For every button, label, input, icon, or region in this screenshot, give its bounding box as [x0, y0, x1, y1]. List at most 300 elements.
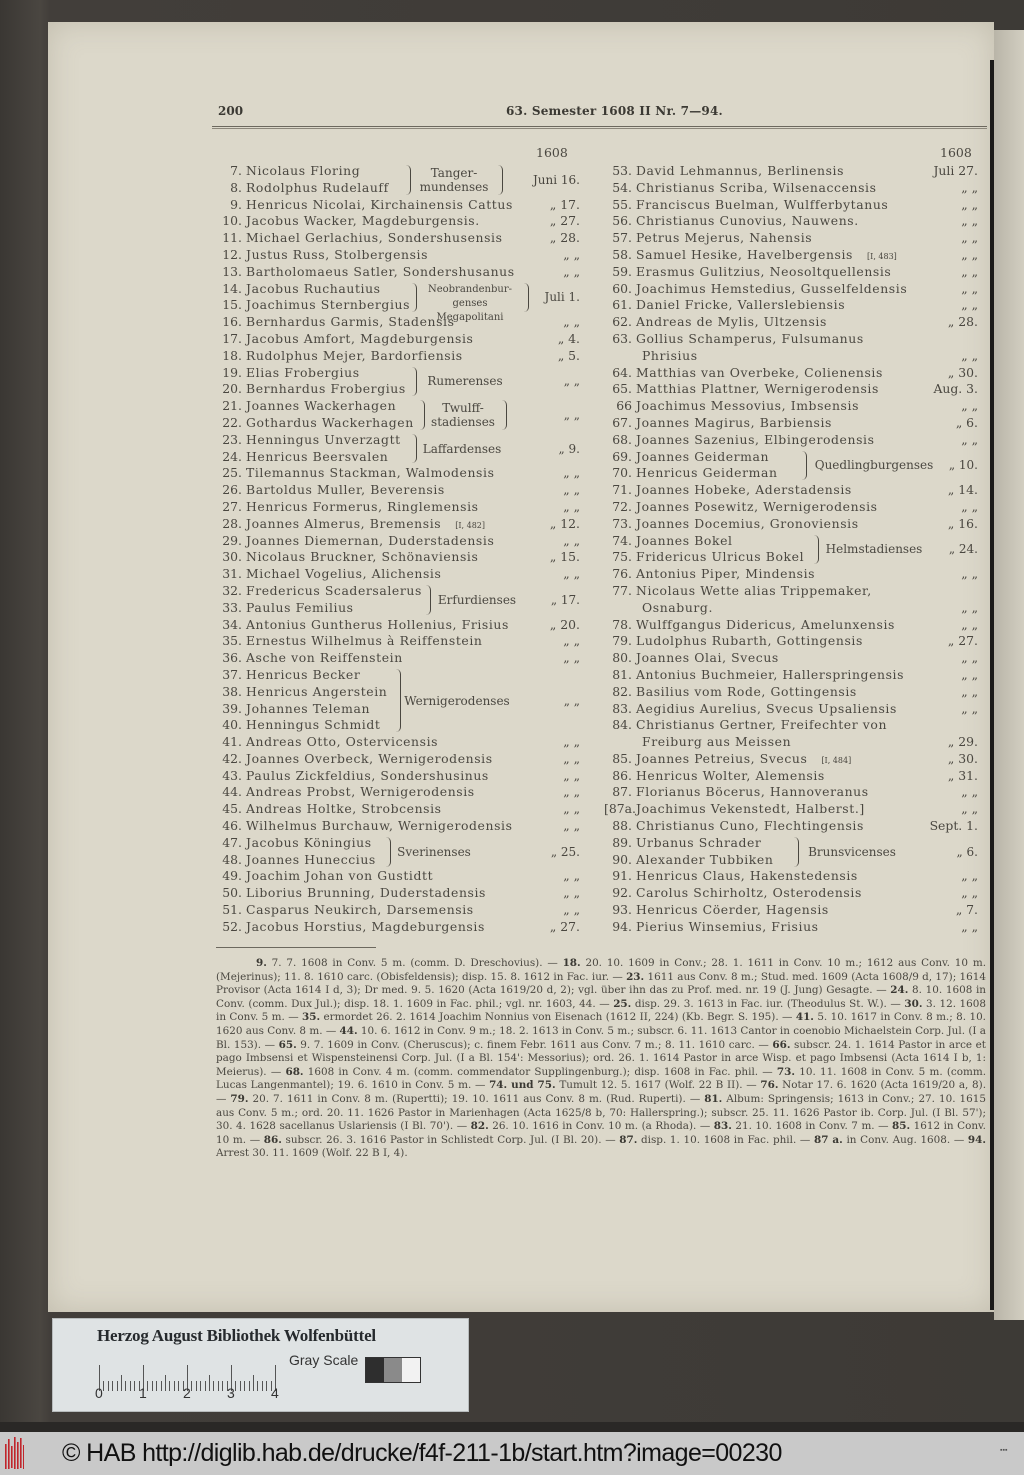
- entry-name: Andreas Holtke, Strobcensis: [246, 801, 442, 817]
- entry-name: Christianus Gertner, Freifechter von: [636, 717, 888, 733]
- entry-number: 35.: [222, 633, 242, 649]
- entry-number: 53.: [612, 163, 632, 178]
- group-brace: [418, 400, 425, 430]
- entry-date: Sept. 1.: [929, 818, 978, 834]
- list-item: [604, 415, 984, 432]
- entry-date: „ „: [961, 868, 978, 884]
- list-item: [604, 348, 984, 365]
- list-item: [214, 264, 586, 281]
- entry-date: „ „: [961, 784, 978, 800]
- entry-date: „ „: [563, 482, 580, 498]
- entry-number: 91.: [612, 868, 632, 884]
- group-brace: [384, 837, 391, 867]
- ruler-numbers: [95, 1385, 295, 1403]
- entry-number: 85.: [612, 750, 632, 766]
- group-label-line: Erfurdienses: [437, 592, 517, 607]
- list-item: [604, 331, 984, 348]
- entry-number: 10.: [222, 213, 242, 229]
- list-item: [214, 398, 586, 415]
- entry-number: 72.: [612, 498, 632, 514]
- list-item: [604, 919, 984, 936]
- entry-name: Joannes Olai, Svecus: [636, 650, 779, 666]
- entry-name: Joannes Hobeke, Aderstadensis: [636, 482, 852, 498]
- entry-date: „ „: [961, 431, 978, 447]
- entry-name: Urbanus Schrader: [636, 834, 762, 850]
- entry-number: 36.: [222, 650, 242, 666]
- entry-name: Matthias van Overbeke, Colienensis: [636, 364, 883, 380]
- entry-name: Fredericus Scadersalerus: [246, 582, 422, 598]
- list-item: [214, 885, 586, 902]
- entry-date: „ „: [961, 650, 978, 666]
- entry-name: Tilemannus Stackman, Walmodensis: [246, 465, 495, 481]
- entry-name: Erasmus Gulitzius, Neosoltquellensis: [636, 263, 892, 279]
- entry-name: Jacobus Ruchautius: [246, 280, 381, 296]
- group-brace: [800, 451, 807, 481]
- group-label: [434, 593, 520, 607]
- running-title: 63. Semester 1608 II Nr. 7—94.: [506, 104, 723, 118]
- entry-name: Daniel Fricke, Vallerslebiensis: [636, 297, 846, 313]
- year-heading: 1608: [536, 145, 568, 160]
- entry-date: „ „: [961, 599, 978, 615]
- entry-date: „ „: [961, 263, 978, 279]
- list-item: [214, 902, 586, 919]
- entry-date: „ 27.: [549, 918, 580, 934]
- entry-name: Ernestus Wilhelmus à Reiffenstein: [246, 633, 483, 649]
- footnote-number: 82.: [470, 1120, 489, 1133]
- entry-name: Christianus Cunovius, Nauwens.: [636, 213, 859, 229]
- entry-reference: [I, 482]: [455, 520, 486, 530]
- list-item: [604, 516, 984, 533]
- entry-date: „ „: [961, 347, 978, 363]
- entry-number: 34.: [222, 616, 242, 632]
- entry-date: „ 5.: [557, 347, 580, 363]
- entry-number: 9.: [230, 196, 242, 212]
- list-item: [214, 180, 586, 197]
- entry-number: 41.: [222, 734, 242, 750]
- entry-date: „ 30.: [947, 364, 978, 380]
- entry-number: 44.: [222, 784, 242, 800]
- entry-name: Phrisius: [642, 347, 698, 363]
- entry-date: „ „: [961, 398, 978, 414]
- entry-date: „ 27.: [947, 633, 978, 649]
- entry-date: „ „: [961, 213, 978, 229]
- entry-number: 42.: [222, 750, 242, 766]
- entry-name: Andreas Otto, Ostervicensis: [246, 734, 439, 750]
- entry-name: Henricus Wolter, Alemensis: [636, 767, 825, 783]
- footnote-number: 44.: [339, 1024, 358, 1037]
- list-item: [604, 197, 984, 214]
- list-item: [214, 281, 586, 298]
- entry-number: 68.: [612, 431, 632, 447]
- entry-name: Ludolphus Rubarth, Gottingensis: [636, 633, 863, 649]
- list-item: [214, 751, 586, 768]
- group-date: Juli 1.: [544, 290, 580, 305]
- entry-number: 55.: [612, 196, 632, 212]
- list-item: [214, 650, 586, 667]
- group-date: „ 6.: [956, 844, 978, 859]
- entry-date: „ „: [563, 801, 580, 817]
- entry-number: 94.: [612, 918, 632, 934]
- entry-number: 16.: [222, 314, 242, 330]
- group-label: [802, 845, 902, 859]
- list-item: [214, 365, 586, 382]
- entry-number: 71.: [612, 482, 632, 498]
- footnote-number: 18.: [562, 957, 581, 969]
- list-item: [604, 499, 984, 516]
- gray-patch: [366, 1358, 384, 1382]
- list-item: [214, 197, 586, 214]
- entry-date: „ „: [563, 784, 580, 800]
- list-item: [604, 314, 984, 331]
- entry-date: „ „: [563, 263, 580, 279]
- entry-number: 27.: [222, 498, 242, 514]
- entry-number: 37.: [222, 666, 242, 682]
- group-label-line: Laffardenses: [422, 441, 502, 456]
- entry-name: Joannes Almerus, Bremensis: [246, 515, 442, 531]
- list-item: [214, 348, 586, 365]
- entry-date: „ „: [961, 885, 978, 901]
- entry-name: Joachimus Hemstedius, Gusselfeldensis: [636, 280, 908, 296]
- group-brace: [394, 669, 401, 732]
- entry-name: Henricus Claus, Hakenstedensis: [636, 868, 858, 884]
- list-item: [214, 549, 586, 566]
- entry-date: „ 31.: [947, 767, 978, 783]
- entry-name: Rodolphus Rudelauff: [246, 179, 389, 195]
- list-item: [604, 751, 984, 768]
- entry-name: Antonius Guntherus Hollenius, Frisius: [246, 616, 509, 632]
- entry-number: 26.: [222, 482, 242, 498]
- entry-date: „ 27.: [549, 213, 580, 229]
- list-item: [214, 314, 586, 331]
- entry-name: Antonius Buchmeier, Hallerspringensis: [636, 666, 905, 682]
- group-brace: [522, 283, 529, 313]
- entry-date: „ „: [563, 532, 580, 548]
- entry-name: Petrus Mejerus, Nahensis: [636, 230, 813, 246]
- entry-name: Henricus Geiderman: [636, 465, 778, 481]
- entry-name: Joannes Magirus, Barbiensis: [636, 414, 833, 430]
- list-item: [214, 247, 586, 264]
- entry-name: Pierius Winsemius, Frisius: [636, 918, 819, 934]
- footnote-number: 87.: [619, 1133, 638, 1146]
- entry-name: Casparus Neukirch, Darsemensis: [246, 902, 474, 918]
- list-item: [214, 213, 586, 230]
- list-item: [604, 667, 984, 684]
- entry-name: Jacobus Wacker, Magdeburgensis.: [246, 213, 480, 229]
- group-label-line: Sverinenses: [397, 844, 471, 859]
- footnote-number: 30.: [904, 997, 923, 1010]
- library-name: Herzog August Bibliothek Wolfenbüttel: [97, 1326, 376, 1345]
- entry-number: 38.: [222, 683, 242, 699]
- list-item: [604, 868, 984, 885]
- entry-list: [604, 163, 984, 936]
- entry-name: Joannes Wackerhagen: [246, 398, 397, 414]
- entry-name: Gollius Schamperus, Fulsumanus: [636, 330, 864, 346]
- entry-number: 56.: [612, 213, 632, 229]
- entry-number: 14.: [222, 280, 242, 296]
- entry-date: „ „: [961, 801, 978, 817]
- list-item: [214, 600, 586, 617]
- entry-name: Joannes Sazenius, Elbingerodensis: [636, 431, 875, 447]
- header-rule: [212, 126, 987, 129]
- list-item: [214, 784, 586, 801]
- list-item: [604, 365, 984, 382]
- list-item: [214, 230, 586, 247]
- entry-date: „ „: [961, 498, 978, 514]
- entry-date: „ „: [961, 566, 978, 582]
- list-item: [604, 213, 984, 230]
- entry-name: Gothardus Wackerhagen: [246, 414, 414, 430]
- list-item: [214, 465, 586, 482]
- list-item: [214, 432, 586, 449]
- entry-date: „ „: [961, 246, 978, 262]
- entry-date: „ „: [563, 246, 580, 262]
- entry-date: „ 16.: [947, 515, 978, 531]
- entry-name: Joannes Diemernan, Duderstadensis: [246, 532, 495, 548]
- entry-date: „ „: [563, 498, 580, 514]
- entry-number: 30.: [222, 549, 242, 565]
- entry-name: Nicolaus Wette alias Trippemaker,: [636, 582, 872, 598]
- list-item: [214, 381, 586, 398]
- group-label-line: Brunsvicenses: [808, 844, 896, 859]
- list-item: [604, 264, 984, 281]
- entry-number: 33.: [222, 599, 242, 615]
- entry-number: 29.: [222, 532, 242, 548]
- entry-number: 54.: [612, 179, 632, 195]
- list-item: [604, 482, 984, 499]
- group-label-line: mundenses: [419, 179, 489, 194]
- group-label-line: Helmstadienses: [825, 542, 923, 557]
- entry-number: 93.: [612, 902, 632, 918]
- list-item: [604, 398, 984, 415]
- entry-name: Henricus Beersvalen: [246, 448, 389, 464]
- entry-name: Joachimus Sternbergius: [246, 297, 411, 313]
- list-item: [214, 633, 586, 650]
- list-item: [604, 281, 984, 298]
- entry-name: Rudolphus Mejer, Bardorfiensis: [246, 347, 463, 363]
- group-label: [420, 374, 510, 388]
- entry-name: Michael Vogelius, Alichensis: [246, 566, 442, 582]
- entry-date: „ „: [563, 734, 580, 750]
- entry-number: 87.: [612, 784, 632, 800]
- group-date: „ 17.: [550, 592, 580, 607]
- entry-date: „ „: [563, 750, 580, 766]
- list-item: [214, 331, 586, 348]
- entry-date: „ 28.: [947, 314, 978, 330]
- list-item: [604, 734, 984, 751]
- entry-name: Joannes Docemius, Gronoviensis: [636, 515, 859, 531]
- entry-number: 67.: [612, 414, 632, 430]
- entry-name: Joannes Posewitz, Wernigerodensis: [636, 498, 878, 514]
- copyright-link[interactable]: © HAB http://diglib.hab.de/drucke/f4f-211-1b/start.htm?image=00230: [62, 1439, 782, 1467]
- list-item: [604, 784, 984, 801]
- entry-date: „ „: [961, 297, 978, 313]
- entry-number: 19.: [222, 364, 242, 380]
- entry-number: 52.: [222, 918, 242, 934]
- entry-number: 74.: [612, 532, 632, 548]
- entry-number: 90.: [612, 851, 632, 867]
- entry-date: „ „: [961, 179, 978, 195]
- list-item: [604, 801, 984, 818]
- entry-number: 92.: [612, 885, 632, 901]
- entry-number: 40.: [222, 717, 242, 733]
- entry-date: „ „: [961, 918, 978, 934]
- entry-reference: [I, 483]: [867, 251, 897, 261]
- entry-name: Joachimus Vekenstedt, Halberst.]: [636, 801, 865, 817]
- entry-name: Aegidius Aurelius, Svecus Upsaliensis: [636, 700, 897, 716]
- entry-number: 88.: [612, 818, 632, 834]
- group-label-line: genses Megapolitani: [436, 298, 504, 324]
- group-label-line: Quedlingburgenses: [814, 458, 934, 473]
- group-brace: [424, 585, 431, 615]
- list-item: [604, 549, 984, 566]
- entry-name: Elias Frobergius: [246, 364, 360, 380]
- footer-bar: [0, 1432, 1024, 1475]
- entry-number: 17.: [222, 330, 242, 346]
- entry-number: 15.: [222, 297, 242, 313]
- entry-number: 49.: [222, 868, 242, 884]
- page-number: 200: [218, 104, 244, 118]
- group-label-line: Rumerenses: [427, 374, 503, 389]
- list-item: [604, 684, 984, 701]
- group-label-line: Twulff-: [442, 401, 484, 415]
- entry-name: Joannes Overbeck, Wernigerodensis: [246, 750, 493, 766]
- list-item: [214, 533, 586, 550]
- group-brace: [496, 165, 503, 195]
- list-item: [214, 801, 586, 818]
- group-label: [428, 401, 498, 429]
- group-date: „ 25.: [550, 844, 580, 859]
- entry-number: 81.: [612, 666, 632, 682]
- group-date: „ 10.: [948, 458, 978, 473]
- footer-mark: ▪▪▪: [1000, 1447, 1008, 1454]
- entry-date: „ „: [563, 314, 580, 330]
- group-date: „ 24.: [948, 542, 978, 557]
- group-date: „ „: [563, 693, 580, 708]
- footnote-number: 81.: [704, 1092, 723, 1105]
- entry-date: „ 7.: [955, 902, 978, 918]
- entry-date: „ „: [961, 700, 978, 716]
- entry-list: [214, 163, 586, 936]
- entry-date: „ 6.: [955, 414, 978, 430]
- list-item: [604, 768, 984, 785]
- entry-name: Henricus Nicolai, Kirchainensis Cattus: [246, 196, 513, 212]
- entry-date: „ „: [563, 818, 580, 834]
- footnotes: [216, 957, 986, 1161]
- list-item: [604, 818, 984, 835]
- entry-date: „ „: [563, 650, 580, 666]
- entry-name: Freiburg aus Meissen: [642, 734, 792, 750]
- entry-date: „ 4.: [557, 330, 580, 346]
- gray-patch: [384, 1358, 402, 1382]
- entry-name: Nicolaus Floring: [246, 163, 361, 178]
- entry-reference: [I, 484]: [821, 755, 852, 765]
- entry-date: „ „: [563, 902, 580, 918]
- list-item: [604, 902, 984, 919]
- entry-name: Carolus Schirholtz, Osterodensis: [636, 885, 862, 901]
- group-label: [822, 542, 926, 556]
- entry-name: Andreas Probst, Wernigerodensis: [246, 784, 475, 800]
- entry-number: 57.: [612, 230, 632, 246]
- group-brace: [410, 283, 417, 313]
- entry-number: 23.: [222, 431, 242, 447]
- gray-patch: [402, 1358, 420, 1382]
- entry-date: „ „: [961, 616, 978, 632]
- list-item: [604, 297, 984, 314]
- entry-name: Matthias Plattner, Wernigerodensis: [636, 381, 879, 397]
- entry-name: Joannes Huneccius: [246, 851, 376, 867]
- entry-number: 47.: [222, 834, 242, 850]
- list-item: [604, 717, 984, 734]
- list-item: [214, 566, 586, 583]
- entry-name: Paulus Zickfeldius, Sondershusinus: [246, 767, 489, 783]
- entry-number: 32.: [222, 582, 242, 598]
- entry-name: Johannes Teleman: [246, 700, 371, 716]
- entry-number: 24.: [222, 448, 242, 464]
- footnote-number: 68.: [285, 1065, 304, 1078]
- entry-name: Michael Gerlachius, Sondershusensis: [246, 230, 503, 246]
- entry-number: 84.: [612, 717, 632, 733]
- footnote-number: 76.: [760, 1079, 779, 1092]
- entry-date: „ „: [961, 196, 978, 212]
- footnote-paragraph: 9. 7. 7. 1608 in Conv. 5 m. (comm. D. Dreschovius). — 18. 20. 10. 1609 in Conv.; 28. 1. 1611 in Conv. 10 m.; 1612 aus Conv. 10 m. (Mejerinus); 11. 8. 1610 carc. (Obisfeldensis); disp. 15. 8. 1612 in Fac. iur. — 23. 1611 aus Conv. 8 m.; Stud. med. 1609 (Acta 1608/9 d, 17); 1614 Provisor (Acta 1614 I d, 3); Dr med. 9. 5. 1620 (Acta 1619/20 d, 2); vgl. über ihn das zu Prof. med. nr. 19 (J. Jung) Gesagte. — 24. 8. 10. 1608 in Conv. (comm. Dux Jul.); disp. 18. 1. 1609 in Fac. phil.; vgl. nr. 1603, 44. — 25. disp. 29. 3. 1613 in Fac. iur. (Theodulus St. W.). — 30. 3. 12. 1608 in Conv. 5 m. — 35. ermordet 26. 2. 1614 Joachim Nonnius von Eisenach (1612 II, 224) (Kb. Begr. S. 195). — 41. 5. 10. 1617 in Conv. 8 m.; 8. 10. 1620 aus Conv. 8 m. — 44. 10. 6. 1612 in Conv. 9 m.; 18. 2. 1613 in Conv. 5 m.; subscr. 6. 11. 1613 Cantor in coenobio Michaelstein Corp. Jul. (I a Bl. 153). — 65. 9. 7. 1609 in Conv. (Cheruscus); c. finem Febr. 1611 aus Conv. 7 m.; 8. 11. 1610 carc. — 66. subscr. 24. 1. 1614 Pastor in arce et pago Imbsensi et Wispensteinensi Corp. Jul. (I a Bl. 154': Messorius); ord. 26. 1. 1614 Pastor in arce Wisp. et pago Imbsensi (Acta 1614 I b, 1: Meierus). — 68. 1608 in Conv. 4 m. (comm. commendator Supplingenburg.); disp. 1608 in Fac. phil. — 73. 10. 11. 1608 in Conv. 5 m. (comm. Lucas Langenmantel); 19. 6. 1610 in Conv. 5 m. — 74. und 75. Tumult 12. 5. 1617 (Wolf. 22 B II). — 76. Notar 17. 6. 1620 (Acta 1619/20 a, 8). — 79. 20. 7. 1611 in Conv. 8 m. (Rupertti); 19. 10. 1611 aus Conv. 8 m. (Rud. Ruperti). — 81. Album: Springensis; 1613 in Conv.; 27. 10. 1615 aus Conv. 5 m.; ord. 20. 11. 1626 Pastor in Marienhagen (Acta 1625/8 b, 70: Hallerspring.); subscr. 25. 11. 1626 Pastor ib. Corp. Jul. (I Bl. 57'); 30. 4. 1628 sacellanus Uslariensis (I Bl. 70'). — 82. 26. 10. 1616 in Conv. 10 m. (a Rhoda). — 83. 21. 10. 1608 in Conv. 7 m. — 85. 1612 in Conv. 10 m. — 86. subscr. 26. 3. 1616 Pastor in Schlistedt Corp. Jul. (I Bl. 20). — 87. disp. 1. 10. 1608 in Fac. phil. — 87 a. in Conv. Aug. 1608. — 94. Arrest 30. 11. 1609 (Wolf. 22 B I, 4).: [216, 957, 987, 1160]
- group-brace: [410, 367, 417, 397]
- entry-date: „ 28.: [549, 230, 580, 246]
- entry-number: 8.: [230, 179, 242, 195]
- year-heading: 1608: [940, 145, 972, 160]
- group-brace: [812, 535, 819, 565]
- entry-number: 63.: [612, 330, 632, 346]
- entry-date: „ „: [961, 230, 978, 246]
- entry-number: 31.: [222, 566, 242, 582]
- group-date: Juni 16.: [532, 172, 580, 187]
- list-item: [214, 449, 586, 466]
- entry-number: 89.: [612, 834, 632, 850]
- group-date: „ „: [563, 408, 580, 422]
- footnote-number: 87 a.: [813, 1133, 843, 1146]
- list-item: [604, 163, 984, 180]
- footnote-number: 94.: [967, 1133, 986, 1146]
- group-brace: [410, 434, 417, 464]
- list-item: [604, 230, 984, 247]
- entry-date: „ 14.: [947, 482, 978, 498]
- entry-name: Basilius vom Rode, Gottingensis: [636, 683, 857, 699]
- entry-number: 25.: [222, 465, 242, 481]
- entry-number: 62.: [612, 314, 632, 330]
- group-label: [414, 166, 494, 194]
- entry-number: 12.: [222, 246, 242, 262]
- group-label-line: Wernigerodenses: [404, 693, 510, 708]
- entry-name: Jacobus Amfort, Magdeburgensis: [246, 330, 474, 346]
- entry-date: „ „: [563, 633, 580, 649]
- entry-name: Andreas de Mylis, Ultzensis: [636, 314, 827, 330]
- list-item: [214, 583, 586, 600]
- entry-date: „ „: [563, 885, 580, 901]
- entry-name: Henningus Unverzagtt: [246, 431, 401, 447]
- entry-name: Osnaburg.: [642, 599, 713, 615]
- entry-date: „ 15.: [549, 549, 580, 565]
- group-label-line: Neobrandenbur-: [427, 284, 513, 296]
- entry-name: Samuel Hesike, Havelbergensis: [636, 246, 854, 262]
- gray-scale-swatch: [365, 1357, 421, 1383]
- page-gutter-shadow: [990, 60, 994, 1310]
- entry-number: 45.: [222, 801, 242, 817]
- list-item: [604, 432, 984, 449]
- footnote-number: 83.: [713, 1120, 732, 1133]
- entry-date: „ „: [961, 666, 978, 682]
- ruler-number: 1: [139, 1385, 147, 1401]
- entry-number: 11.: [222, 230, 242, 246]
- list-item: [214, 734, 586, 751]
